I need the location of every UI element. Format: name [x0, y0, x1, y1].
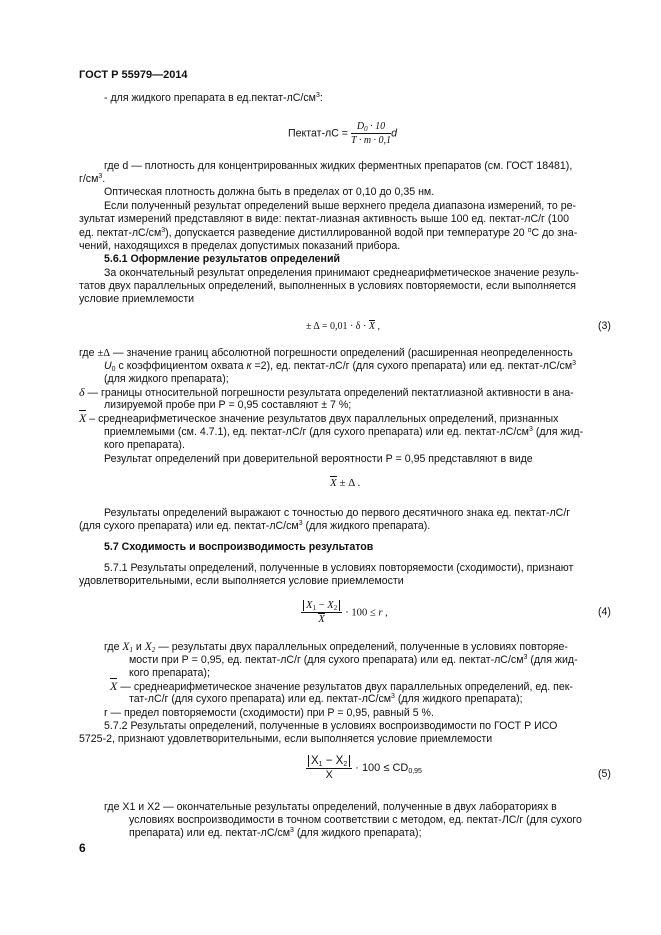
where3-xsym: X: [79, 411, 87, 425]
where4-x2: X: [144, 641, 152, 653]
where4-xbar-text: — среднеарифметическое значение результатов двух параллельных определений, ед. пек-: [117, 681, 573, 693]
formula-rhs: d: [391, 127, 397, 140]
eq3-pre: ± Δ = 0,01 · δ ·: [306, 321, 369, 332]
ul-l3sup2: о: [527, 227, 532, 234]
accuracy-l2b: (для жидкого препарата).: [302, 520, 431, 532]
where3-delta-l2: [104, 360, 576, 373]
where3-l2sup: 3: [572, 360, 577, 367]
accuracy-l2a: (для сухого препарата) или ед. пектат-лС/см: [79, 520, 299, 532]
confidence-xbar: X: [330, 477, 337, 489]
where5-l3a: препарата) или ед. пектат-лС/см: [129, 827, 290, 839]
p572-l2: 5725-2, признают удовлетворительными, если выполняется условие приемлемости: [79, 733, 493, 745]
where3-x-l2: [104, 426, 583, 439]
where4-l2: [129, 654, 578, 667]
ul-l3c: С до зна-: [531, 227, 578, 239]
where3-k: к: [246, 360, 252, 372]
where5-l3sup: 3: [290, 827, 294, 834]
where3-u-sub: 0: [111, 366, 116, 373]
where4-and: и: [132, 641, 145, 653]
ul-l3a: ед. пектат-лС/см: [79, 227, 162, 239]
eq5-rest-text: · 100 ≤ CD: [355, 762, 409, 775]
equation-3-number: (3): [598, 320, 611, 332]
upper-limit-l1: Если полученный результат определений выше верхнего предела диапазона измерений, то ре-: [104, 200, 577, 212]
where5-l2: условиях воспроизводимости в точном соответствии с методом, ед. пектат-ЛС/г (для сухого: [129, 814, 582, 826]
where4-where: где: [104, 641, 123, 653]
where-d-sup: 3: [98, 173, 103, 180]
where4-l1: где $X_1$ и $X_2$ — результаты двух параллельных определений, полученные в условиях повторяе-: [104, 641, 568, 654]
equation-3: [306, 320, 380, 333]
where3-x-text: – среднеарифметическое значение результатов двух параллельных определений, признанных: [86, 413, 559, 425]
where4-text: — результаты двух параллельных определений, полученные в условиях повторяе-: [155, 641, 568, 653]
where4-l2sup: 3: [523, 654, 528, 661]
where3-l2b: с коэффициентом охвата: [115, 360, 247, 372]
eq5-fraction: [306, 755, 352, 782]
formula-denominator: T · m · 0,1: [350, 135, 392, 146]
where4-x1: X: [122, 641, 130, 653]
where4-l2b: (для жид-: [527, 654, 578, 666]
formula-num-d: D: [356, 121, 365, 132]
eq5-rest: [355, 762, 422, 774]
where3-delta-l3: (для жидкого препарата);: [104, 373, 229, 385]
where3-d-text: — границы относительной погрешности результата определений пектатлиазной активности в ана-: [84, 387, 574, 399]
where4-xb-l2sup: 3: [391, 693, 395, 700]
eq4-den-x: X: [318, 614, 325, 625]
eq5-abs: $X_1 - X_2$: [308, 755, 350, 767]
where3-x-l2sup: 3: [528, 426, 533, 433]
p572-l1: 5.7.2 Результаты определений, полученные в условиях воспроизводимости по ГОСТ Р ИСО: [104, 720, 558, 732]
upper-limit-l3: [79, 227, 577, 240]
document-header: ГОСТ Р 55979—2014: [79, 69, 188, 81]
final-result-l3: условие приемлемости: [79, 293, 195, 305]
liquid-intro: [104, 92, 323, 105]
where-d-end: .: [102, 173, 106, 185]
confidence-pm: ± Δ .: [336, 477, 361, 489]
where4-xbar: X: [110, 679, 118, 693]
where4-xb-l2: тат-лС/г (для сухого препарата) или ед. пектат-лС/см: [129, 693, 392, 705]
final-result-l2: татов двух параллельных определений, выполненных в условиях повторяемости, если выполняется: [79, 280, 576, 292]
where5-l1: где X1 и X2 — окончательные результаты определений, полученные в двух лабораториях в: [104, 801, 557, 813]
where4-xbar-l1: [110, 680, 573, 694]
where3-x-l3: кого препарата).: [104, 439, 185, 451]
eq4-rest: · 100 ≤ r ,: [345, 607, 388, 619]
p571-l1: 5.7.1 Результаты определений, полученные в условиях повторяемости (сходимости), признают: [104, 562, 574, 574]
upper-limit-l2: зультат измерений представляют в виде: пектат-лиазная активность выше 100 ед. пектат-лС/г (100: [79, 213, 570, 225]
where3-x-l2a: приемлемыми (см. 4.7.1), ед. пектат-лС/г (для сухого препарата) или ед. пектат-лС/см: [104, 426, 529, 438]
eq4-numerator: [301, 599, 342, 613]
liquid-intro-text: - для жидкого препарата в ед.пектат-лС/см: [104, 92, 316, 104]
where3-l2c: =2), ед. пектат-лС/г (для сухого препарата) или ед. пектат-лС/см: [251, 360, 573, 372]
where3-x-l1: [79, 412, 558, 426]
where-d-line1: где d — плотность для концентрированных жидких ферментных препаратов (см. ГОСТ 18481),: [104, 160, 573, 172]
liquid-intro-end: :: [319, 92, 323, 104]
formula-pectat: [288, 120, 397, 147]
equation-4: [301, 599, 388, 626]
eq3-post: ,: [374, 321, 380, 332]
eq5-sub: 0,95: [408, 768, 422, 776]
formula-numerator: [351, 120, 391, 134]
where3-dsym: δ: [79, 385, 85, 399]
p571-l2: удовлетворительными, если выполняется условие приемлемости: [79, 575, 404, 587]
where4-xb-l2b: (для жидкого препарата);: [394, 693, 523, 705]
where4-xbar-l2: [129, 693, 523, 706]
section-5-6-1-title: 5.6.1 Оформление результатов определений: [104, 253, 340, 265]
formula-num-sub: 0: [364, 125, 368, 133]
final-result-l1: За окончательный результат определения принимают среднеарифметическое значение резуль-: [104, 267, 579, 279]
formula-num-rest: · 10: [367, 121, 386, 132]
eq4-denominator: [301, 613, 342, 626]
where3-x-l2b: (для жид-: [532, 426, 584, 438]
where4-r-line: r — предел повторяемости (сходимости) при Р = 0,95, равный 5 %.: [104, 707, 434, 719]
confidence-text: Результат определений при доверительной вероятности Р = 0,95 представляют в виде: [104, 453, 533, 465]
equation-4-number: (4): [598, 606, 611, 618]
where4-l2a: мости при Р = 0,95, ед. пектат-лС/г (для сухого препарата) или ед. пектат-лС/см: [129, 654, 524, 666]
where-d-unit: г/см: [79, 173, 99, 185]
where3-delta-l1: [79, 347, 573, 360]
eq4-abs: $X_1 - X_2$: [303, 600, 340, 611]
where3-delta-sym: ±Δ: [97, 348, 111, 359]
eq3-xbar: X: [368, 321, 375, 332]
page-number: 6: [79, 841, 86, 855]
where5-l3: [129, 827, 422, 840]
equation-5: [306, 755, 422, 782]
where-d-line2: [79, 173, 105, 186]
formula-lhs: Пектат-лС =: [288, 127, 348, 140]
eq4-fraction: [301, 599, 342, 626]
ul-l3b: ), допускается разведение дистиллированной водой при температуре 20: [165, 227, 528, 239]
upper-limit-l4: чений, находящихся в пределах допустимых показаний прибора.: [79, 240, 401, 252]
where4-l3: кого препарата);: [129, 667, 210, 679]
confidence-formula: [330, 477, 360, 490]
eq5-numerator: [306, 755, 352, 769]
accuracy-l1: Результаты определений выражают с точностью до первого десятичного знака ед. пектат-лС/г: [104, 507, 571, 519]
eq5-den-x: X: [325, 769, 333, 781]
liquid-intro-sup: 3: [315, 92, 320, 99]
optical-density: Оптическая плотность должна быть в пределах от 0,10 до 0,35 нм.: [104, 186, 435, 198]
formula-fraction: [351, 120, 391, 147]
accuracy-l2sup: 3: [298, 520, 303, 527]
where3-d-l2: лизируемой пробе при Р = 0,95 составляют ± 7 %;: [104, 399, 352, 411]
ul-l3sup: 3: [161, 227, 166, 234]
eq5-denominator: [306, 769, 352, 782]
where3-d-l1: [79, 386, 574, 400]
accuracy-l2: [79, 520, 430, 533]
where3-where: где: [79, 347, 98, 359]
section-5-7-title: 5.7 Сходимость и воспроизводимость результатов: [104, 541, 374, 553]
where5-l3b: (для жидкого препарата);: [293, 827, 422, 839]
where3-u: U: [104, 360, 112, 372]
where3-delta-text: — значение границ абсолютной погрешности определений (расширенная неопределенность: [110, 347, 573, 359]
equation-5-number: (5): [598, 768, 611, 780]
